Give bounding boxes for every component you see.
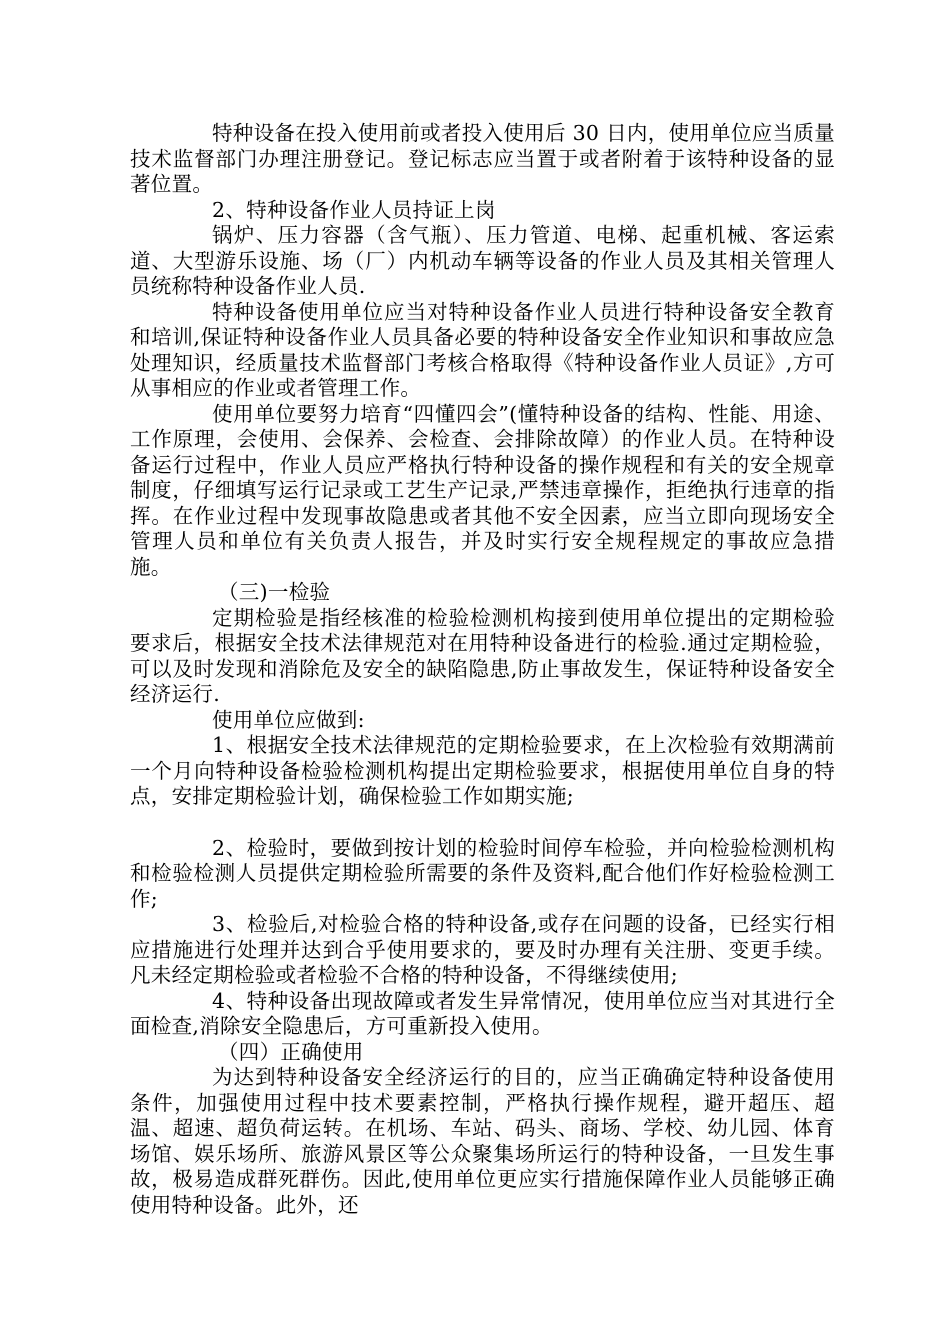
paragraph-four-knows: 使用单位要努力培育“四懂四会”(懂特种设备的结构、性能、用途、工作原理，会使用、会保养、会检查、会排除故障）的作业人员。在特种设备运行过程中，作业人员应严格执行特种设备的操作规程和有关的安全规章制度，仔细填写运行记录或工艺生产记录,严禁违章操作，拒绝执行违章的指挥。在作业过程中发现事故隐患或者其他不安全因素，应当立即向现场安全管理人员和单位有关负责人报告，并及时实行安全规程规定的事故应急措施。 <box>130 401 835 579</box>
list-item-duty-1: 1、根据安全技术法律规范的定期检验要求，在上次检验有效期满前一个月向特种设备检验检测机构提出定期检验要求，根据使用单位自身的特点，安排定期检验计划，确保检验工作如期实施; <box>130 733 835 808</box>
paragraph-periodic-inspection: 定期检验是指经核准的检验检测机构接到使用单位提出的定期检验要求后，根据安全技术法律规范对在用特种设备进行的检验.通过定期检验，可以及时发现和消除危及安全的缺陷隐患,防止事故发生，保证特种设备安全经济运行. <box>130 605 835 706</box>
list-item-duty-2: 2、检验时，要做到按计划的检验时间停车检验，并向检验检测机构和检验检测人员提供定期检验所需要的条件及资料,配合他们作好检验检测工作; <box>130 835 835 911</box>
list-item-duty-3: 3、检验后,对检验合格的特种设备,或存在问题的设备，已经实行相应措施进行处理并达到合乎使用要求的，要及时办理有关注册、变更手续。凡未经定期检验或者检验不合格的特种设备，不得继续使用; <box>130 912 835 987</box>
blank-line <box>130 810 835 836</box>
section-heading-correct-use: （四）正确使用 <box>218 1039 364 1064</box>
list-item-duty-4: 4、特种设备出现故障或者发生异常情况，使用单位应当对其进行全面检查,消除安全隐患后，方可重新投入使用。 <box>130 988 835 1038</box>
paragraph-unit-duties-intro: 使用单位应做到: <box>212 707 365 732</box>
paragraph-operator-training: 特种设备使用单位应当对特种设备作业人员进行特种设备安全教育和培训,保证特种设备作业人员具备必要的特种设备安全作业知识和事故应急处理知识，经质量技术监督部门考核合格取得《特种设备作业人员证》,方可从事相应的作业或者管理工作。 <box>130 299 835 400</box>
paragraph-operator-definition: 锅炉、压力容器（含气瓶）、压力管道、电梯、起重机械、客运索道、大型游乐设施、场（厂）内机动车辆等设备的作业人员及其相关管理人员统称特种设备作业人员. <box>130 223 835 298</box>
document-body <box>130 121 835 1218</box>
section-heading-inspection: （三)一检验 <box>218 580 331 604</box>
subheading-operator-certification: 2、特种设备作业人员持证上岗 <box>212 197 496 222</box>
paragraph-correct-use: 为达到特种设备安全经济运行的目的，应当正确确定特种设备使用条件，加强使用过程中技术要素控制，严格执行操作规程，避开超压、超温、超速、超负荷运转。在机场、车站、码头、商场、学校、幼儿园、体育场馆、娱乐场所、旅游风景区等公众聚集场所运行的特种设备，一旦发生事故，极易造成群死群伤。因此,使用单位更应实行措施保障作业人员能够正确使用特种设备。此外，还 <box>130 1065 835 1217</box>
paragraph-registration: 特种设备在投入使用前或者投入使用后 30 日内，使用单位应当质量技术监督部门办理注册登记。登记标志应当置于或者附着于该特种设备的显著位置。 <box>130 121 835 196</box>
